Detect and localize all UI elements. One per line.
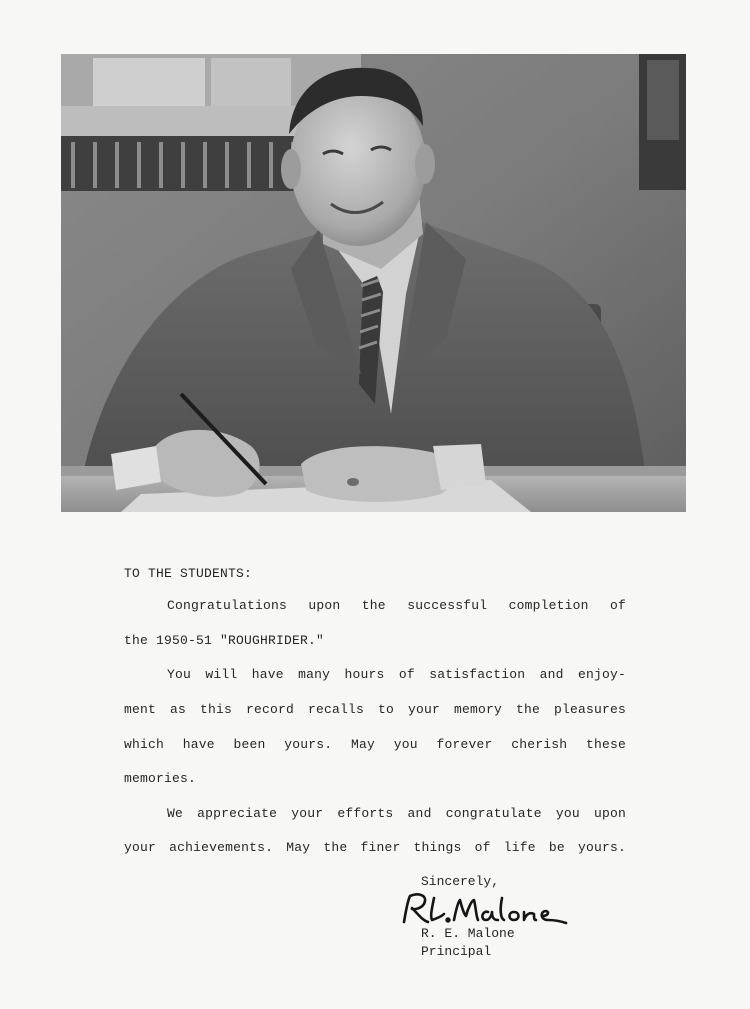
principal-photo — [61, 54, 686, 512]
letter-line-7: We appreciate your efforts and congratulate you upon — [167, 806, 626, 821]
letter-line-4: ment as this record recalls to your memory the pleasures — [124, 702, 626, 717]
salutation: TO THE STUDENTS: — [124, 566, 253, 581]
letter-line-3: You will have many hours of satisfaction and enjoy- — [167, 667, 626, 682]
signer-name: R. E. Malone — [421, 926, 515, 941]
closing: Sincerely, — [421, 874, 500, 889]
letter-line-1: Congratulations upon the successful completion of — [167, 598, 626, 613]
handwritten-signature — [398, 890, 568, 928]
letter-line-6: memories. — [124, 771, 197, 786]
signer-title: Principal — [421, 944, 492, 959]
principal-portrait-image — [61, 54, 686, 512]
letter-line-2: the 1950-51 "ROUGHRIDER." — [124, 633, 325, 648]
letter-line-8: your achievements. May the finer things of life be yours. — [124, 840, 626, 855]
letter-line-5: which have been yours. May you forever cherish these — [124, 737, 626, 752]
